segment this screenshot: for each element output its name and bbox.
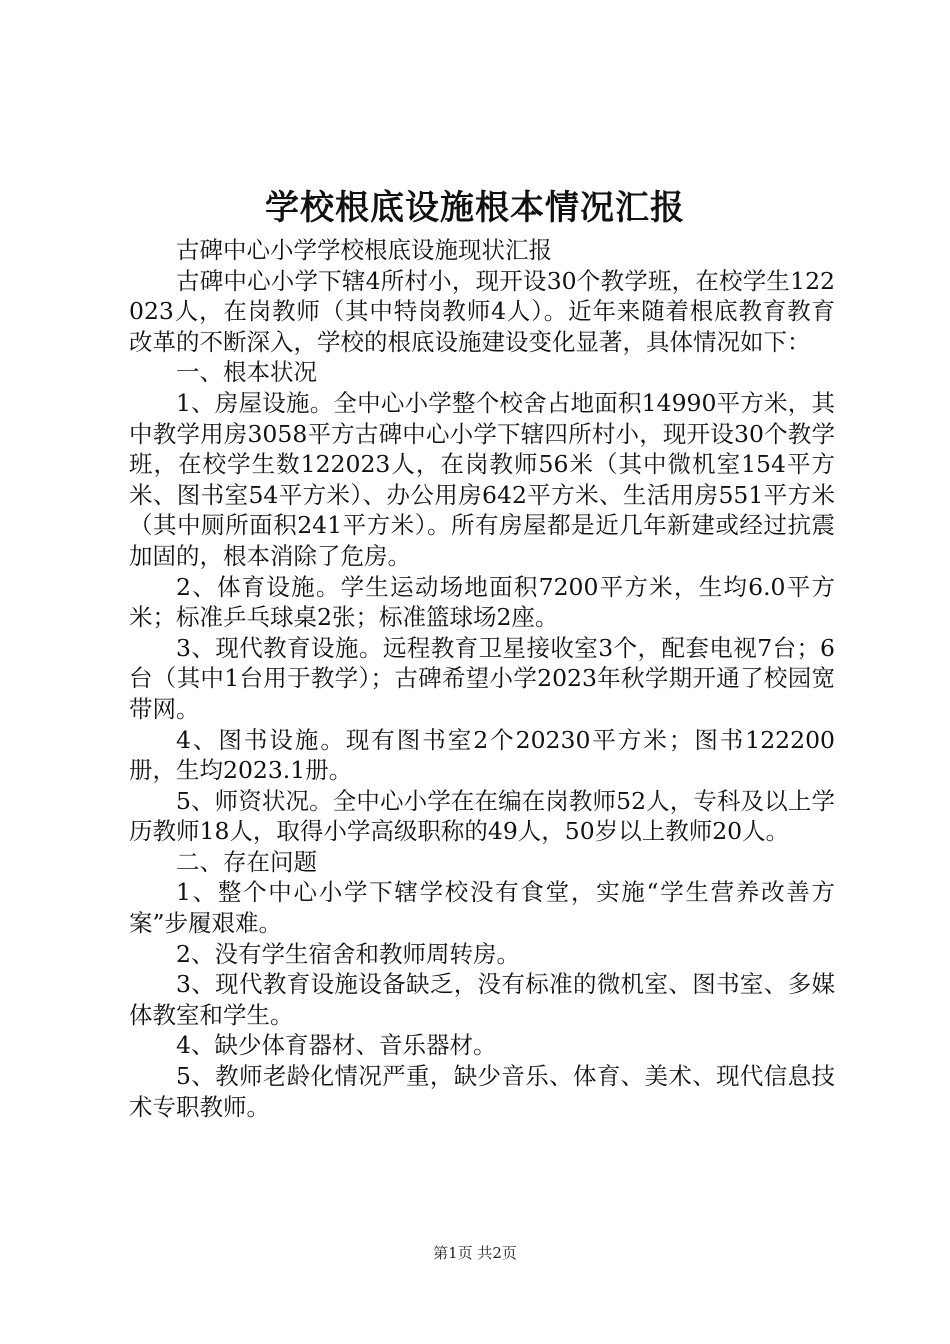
paragraph-library: 4、图书设施。现有图书室2个20230平方米；图书122200册，生均2023.1册。 — [129, 725, 835, 785]
paragraph-problem-1: 1、整个中心小学下辖学校没有食堂，实施“学生营养改善方案”步履艰难。 — [129, 878, 835, 938]
paragraph-sports: 2、体育设施。学生运动场地面积7200平方米，生均6.0平方米；标准乒乓球桌2张；标准篮球场2座。 — [129, 572, 835, 632]
section-heading-basic-status: 一、根本状况 — [176, 358, 317, 387]
document-title: 学校根底设施根本情况汇报 — [265, 188, 685, 228]
page-number-footer: 第1页 共2页 — [433, 1244, 517, 1262]
paragraph-teachers: 5、师资状况。全中心小学在在编在岗教师52人，专科及以上学历教师18人，取得小学高级职称的49人，50岁以上教师20人。 — [129, 786, 835, 846]
paragraph-intro: 古碑中心小学下辖4所村小，现开设30个教学班，在校学生122023人，在岗教师（其中特岗教师4人）。近年来随着根底教育教育改革的不断深入，学校的根底设施建设变化显著，具体情况如下： — [129, 266, 835, 356]
section-heading-problems: 二、存在问题 — [176, 847, 317, 876]
paragraph-housing: 1、房屋设施。全中心小学整个校舍占地面积14990平方米，其中教学用房3058平方古碑中心小学下辖四所村小，现开设30个教学班，在校学生数122023人，在岗教师56米（其中微机室154平方米、图书室54平方米）、办公用房642平方米、生活用房551平方米（其中厕所面积241平方米）。所有房屋都是近几年新建或经过抗震加固的，根本消除了危房。 — [129, 388, 835, 570]
paragraph-modern-education: 3、现代教育设施。远程教育卫星接收室3个，配套电视7台；6台（其中1台用于教学）；古碑希望小学2023年秋学期开通了校园宽带网。 — [129, 633, 835, 723]
document-body — [129, 235, 835, 1122]
paragraph-problem-5: 5、教师老龄化情况严重，缺少音乐、体育、美术、现代信息技术专职教师。 — [129, 1062, 835, 1121]
paragraph-problem-4: 4、缺少体育器材、音乐器材。 — [176, 1031, 497, 1060]
paragraph-problem-3: 3、现代教育设施设备缺乏，没有标准的微机室、图书室、多媒体教室和学生。 — [129, 970, 835, 1029]
paragraph-subtitle: 古碑中心小学学校根底设施现状汇报 — [176, 236, 552, 264]
paragraph-problem-2: 2、没有学生宿舍和教师周转房。 — [176, 939, 520, 968]
